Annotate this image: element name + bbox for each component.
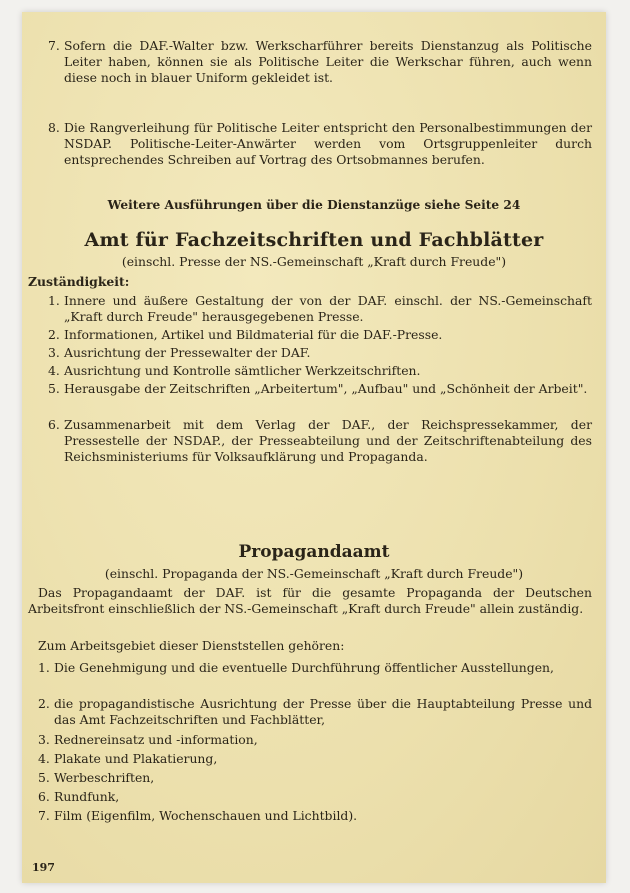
- item-number: 4.: [38, 751, 50, 766]
- section-intro: Das Propagandaamt der DAF. ist für die gesamte Propaganda der Deutschen Arbeitsfront einschließlich der NS.-Gemeinschaft „Kraft durch Freude" allein zuständig.: [28, 585, 592, 617]
- section-title: Propagandaamt: [238, 542, 390, 562]
- list-item: [38, 660, 592, 696]
- list-item: [38, 751, 592, 770]
- item-text: Plakate und Plakatierung,: [54, 751, 218, 766]
- item-number: 5.: [38, 770, 50, 785]
- section-label: Zuständigkeit:: [28, 274, 130, 289]
- list-item: [38, 789, 592, 808]
- list-item: [48, 293, 592, 327]
- item-number: 6.: [48, 417, 60, 432]
- item-number: 6.: [38, 789, 50, 804]
- item-number: 3.: [48, 345, 60, 360]
- item-text: die propagandistische Ausrichtung der Presse über die Hauptabteilung Presse und das Amt Fachzeitschriften und Fachblätter,: [54, 696, 592, 728]
- section-subtitle: (einschl. Presse der NS.-Gemeinschaft „Kraft durch Freude"): [121, 254, 507, 269]
- page-number: 197: [32, 861, 55, 874]
- item-number: 7.: [38, 808, 50, 823]
- book-page: [22, 12, 606, 883]
- list-item: [48, 120, 592, 190]
- section-title: Amt für Fachzeitschriften und Fachblätter: [84, 229, 544, 251]
- list-item: [48, 38, 592, 120]
- section1-list: [48, 293, 592, 487]
- section-subtitle: (einschl. Propaganda der NS.-Gemeinschaft „Kraft durch Freude"): [104, 566, 524, 581]
- item-text: Film (Eigenfilm, Wochenschauen und Lichtbild).: [54, 808, 358, 823]
- item-text: Die Genehmigung und die eventuelle Durchführung öffentlicher Ausstellungen,: [54, 660, 554, 675]
- item-number: 2.: [38, 696, 50, 711]
- item-text: Sofern die DAF.-Walter bzw. Werkscharführer bereits Dienstanzug als Politische Leiter haben, können sie als Politische Leiter die Werkschar führen, auch wenn diese noch in blauer Uniform gekleidet ist.: [64, 38, 592, 86]
- item-number: 1.: [38, 660, 50, 675]
- item-text: Zusammenarbeit mit dem Verlag der DAF., der Reichspressekammer, der Pressestelle der NSDAP., der Presseabteilung und der Zeitschriftenabteilung des Reichsministeriums für Volksaufklärung und Propaganda.: [64, 417, 592, 465]
- list-item: [38, 696, 592, 732]
- item-number: 2.: [48, 327, 60, 342]
- section2-list: [38, 660, 592, 827]
- list-item: [38, 770, 592, 789]
- item-text: Informationen, Artikel und Bildmaterial für die DAF.-Presse.: [64, 327, 443, 342]
- item-text: Rundfunk,: [54, 789, 120, 804]
- item-number: 4.: [48, 363, 60, 378]
- item-text: Ausrichtung und Kontrolle sämtlicher Werkzeitschriften.: [64, 363, 421, 378]
- list-item: [48, 345, 592, 363]
- item-number: 7.: [48, 38, 60, 53]
- item-text: Herausgabe der Zeitschriften „Arbeitertum", „Aufbau" und „Schönheit der Arbeit".: [64, 381, 588, 396]
- item-number: 1.: [48, 293, 60, 308]
- cross-reference-note: Weitere Ausführungen über die Dienstanzüge siehe Seite 24: [107, 198, 521, 212]
- list-item: [48, 381, 592, 417]
- list-item: [48, 417, 592, 487]
- top-list: [48, 38, 592, 190]
- item-number: 3.: [38, 732, 50, 747]
- section-lead: Zum Arbeitsgebiet dieser Dienststellen gehören:: [38, 638, 345, 653]
- list-item: [38, 808, 592, 827]
- item-text: Werbeschriften,: [54, 770, 155, 785]
- list-item: [48, 327, 592, 345]
- list-item: [48, 363, 592, 381]
- item-text: Ausrichtung der Pressewalter der DAF.: [64, 345, 311, 360]
- item-number: 5.: [48, 381, 60, 396]
- item-number: 8.: [48, 120, 60, 135]
- item-text: Die Rangverleihung für Politische Leiter entspricht den Personalbestimmungen der NSDAP. Politische-Leiter-Anwärter werden vom Ortsgruppenleiter durch entsprechendes Schreiben auf Vortrag des Ortsobmannes berufen.: [64, 120, 592, 168]
- item-text: Innere und äußere Gestaltung der von der DAF. einschl. der NS.-Gemeinschaft „Kraft durch Freude" herausgegebenen Presse.: [64, 293, 592, 325]
- item-text: Rednereinsatz und -information,: [54, 732, 258, 747]
- list-item: [38, 732, 592, 751]
